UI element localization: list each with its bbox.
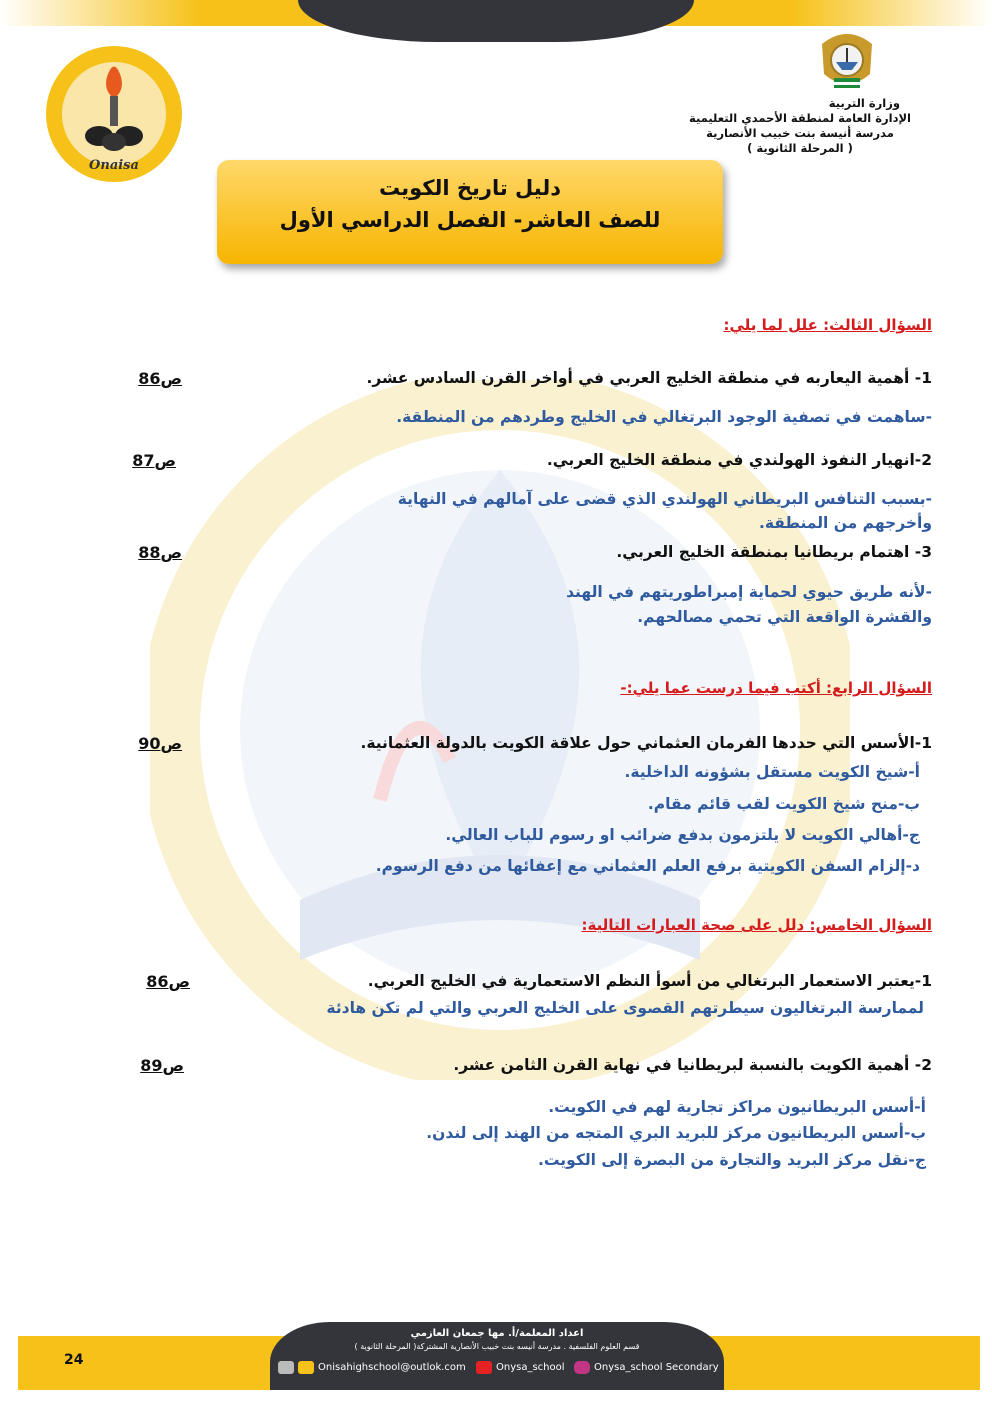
s5-answer-c: ج-نقل مركز البريد والتجارة من البصرة إلى الكويت.	[538, 1151, 926, 1169]
s5-question-1: 1-يعتبر الاستعمار البرتغالي من أسوأ النظم الاستعمارية في الخليج العربي.	[367, 972, 932, 990]
footer-contacts	[270, 1360, 724, 1380]
s5-answer-b: ب-أسس البريطانيون مركز للبريد البري المتجه من الهند إلى لندن.	[426, 1124, 926, 1142]
stage-name: ( المرحلة الثانوية )	[747, 141, 853, 155]
s5-question-2: 2- أهمية الكويت بالنسبة لبريطانيا في نهاية القرن الثامن عشر.	[453, 1056, 932, 1074]
logo-text: Onaisa	[89, 158, 139, 173]
section-5-heading: السؤال الخامس: دلل على صحة العبارات التالية:	[581, 916, 932, 934]
ministry-emblem-icon	[812, 24, 882, 96]
school-name: مدرسة أنيسة بنت خبيب الأنصارية	[706, 126, 894, 140]
ministry-name: وزارة التربية	[828, 96, 900, 110]
s3-question-3: 3- اهتمام بريطانيا بمنطقة الخليج العربي.	[616, 543, 932, 561]
qr-code-icon	[278, 1361, 294, 1374]
title-line-2: للصف العاشر- الفصل الدراسي الأول	[279, 208, 661, 232]
s4-answer-d: د-إلزام السفن الكويتية برفع العلم العثماني مع إعفائها من دفع الرسوم.	[375, 857, 920, 875]
title-box	[217, 160, 723, 264]
s5-answer-1: لممارسة البرتغاليون سيطرتهم القصوى على الخليج العربي والتي لم تكن هادئة	[326, 999, 924, 1017]
youtube-icon	[476, 1361, 492, 1374]
title-line-1: دليل تاريخ الكويت	[378, 176, 562, 200]
s3-q2-page: ص87	[132, 451, 176, 470]
s4-q1-page: ص90	[138, 734, 182, 753]
footer-youtube[interactable]: Onysa_school	[496, 1362, 565, 1373]
s3-answer-1: -ساهمت في تصفية الوجود البرتغالي في الخليج وطردهم من المنطقة.	[396, 408, 932, 426]
header-text-block	[670, 96, 930, 156]
top-dark-band	[298, 0, 694, 42]
s3-answer-2-line-1: -بسبب التنافس البريطاني الهولندي الذي قضى على آمالهم في النهاية	[397, 490, 932, 508]
s3-answer-3-line-2: والقشرة الواقعة التي تحمي مصالحهم.	[637, 608, 932, 626]
s3-answer-3-line-1: -لأنه طريق حيوي لحماية إمبراطوريتهم في الهند	[566, 583, 932, 601]
s5-answer-a: أ-أسس البريطانيون مراكز تجارية لهم في الكويت.	[548, 1098, 926, 1116]
section-3-heading: السؤال الثالث: علل لما يلي:	[723, 316, 932, 334]
s3-answer-2-line-2: وأخرجهم من المنطقة.	[758, 514, 932, 532]
s4-answer-b: ب-منح شيخ الكويت لقب قائم مقام.	[647, 795, 920, 813]
region-name: الإدارة العامة لمنطقة الأحمدي التعليمية	[688, 111, 911, 125]
school-logo-icon	[44, 44, 184, 184]
s3-question-2: 2-انهيار النفوذ الهولندي في منطقة الخليج العربي.	[546, 451, 932, 469]
email-icon	[298, 1361, 314, 1374]
s3-q3-page: ص88	[138, 543, 182, 562]
footer-prepared-by: اعداد المعلمة/أ. مها جمعان العازمي	[410, 1328, 584, 1339]
section-4-heading: السؤال الرابع: أكتب فيما درست عما يلي:-	[620, 679, 932, 697]
s4-question-1: 1-الأسس التي حددها الفرمان العثماني حول علاقة الكويت بالدولة العثمانية.	[360, 734, 932, 752]
s3-question-1: 1- أهمية اليعاربه في منطقة الخليج العربي في أواخر القرن السادس عشر.	[366, 369, 932, 387]
s3-q1-page: ص86	[138, 369, 182, 388]
footer-dark-panel	[270, 1322, 724, 1390]
s4-answer-c: ج-أهالي الكويت لا يلتزمون بدفع ضرائب او رسوم للباب العالي.	[445, 826, 920, 844]
instagram-icon	[574, 1361, 590, 1374]
footer-instagram[interactable]: Onysa_school Secondary	[594, 1362, 719, 1373]
page-number: 24	[64, 1352, 84, 1368]
s4-answer-a: أ-شيخ الكويت مستقل بشؤونه الداخلية.	[624, 763, 920, 781]
footer-department: قسم العلوم الفلسفية . مدرسة أنيسه بنت خبيب الأنصارية المشتركة( المرحلة الثانوية )	[354, 1342, 640, 1351]
footer-email[interactable]: Onisahighschool@outlok.com	[318, 1362, 466, 1373]
s5-q2-page: ص89	[140, 1056, 184, 1075]
s5-q1-page: ص86	[146, 972, 190, 991]
